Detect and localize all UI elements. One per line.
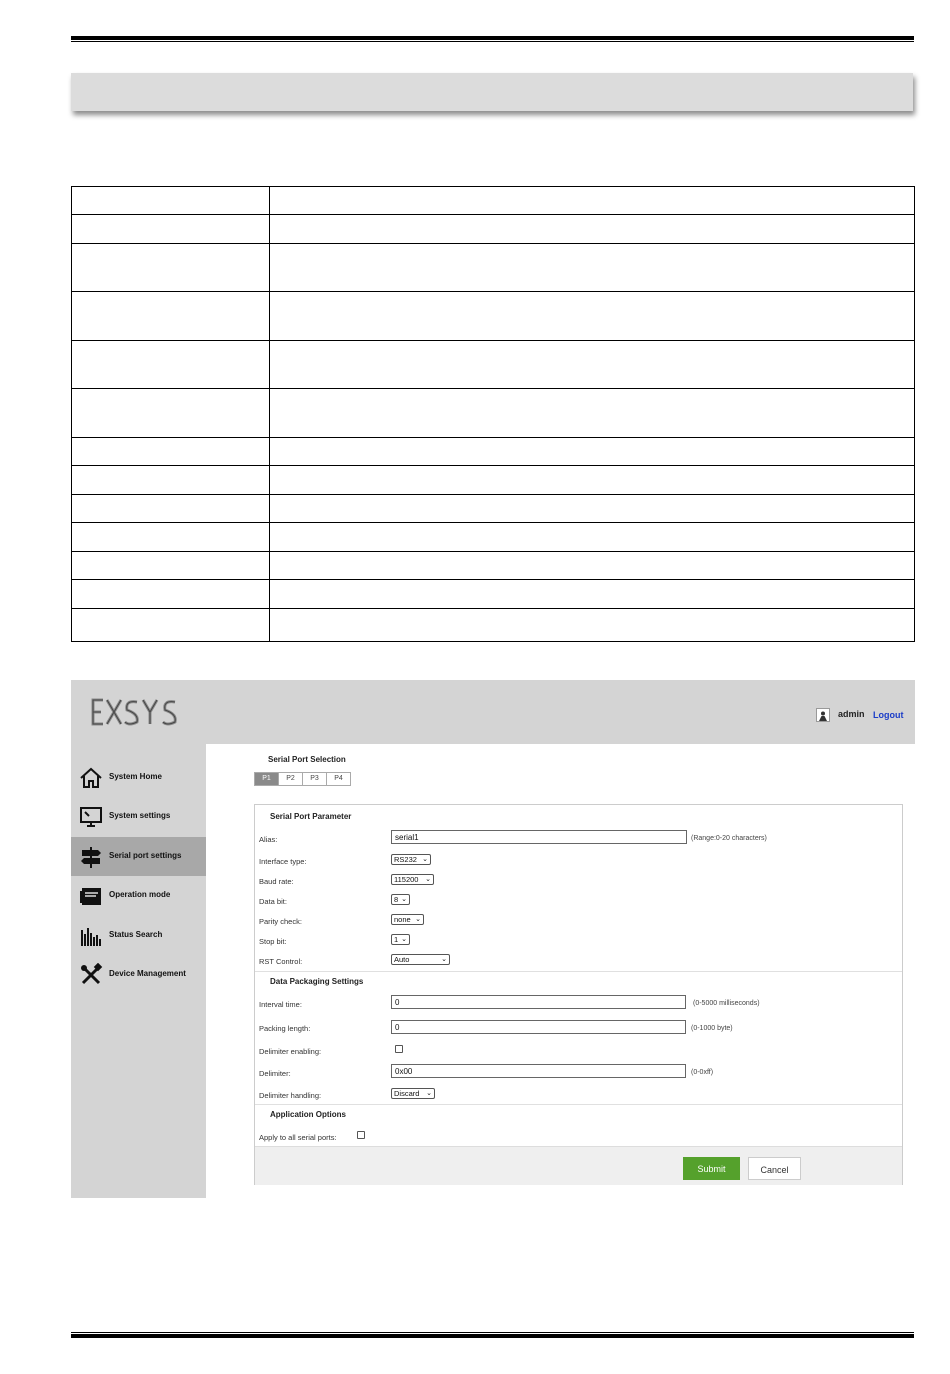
section-divider <box>255 1104 902 1105</box>
apply-all-checkbox[interactable] <box>357 1131 365 1139</box>
table-row <box>72 580 915 609</box>
bottom-rule-thin <box>71 1332 914 1333</box>
sidebar-item-operation-mode[interactable] <box>71 876 206 915</box>
delimiter-label: Delimiter: <box>259 1069 291 1078</box>
logout-link[interactable]: Logout <box>873 710 904 720</box>
table-row <box>72 341 915 389</box>
packing-length-hint: (0-1000 byte) <box>691 1025 733 1032</box>
cancel-button[interactable]: Cancel <box>748 1157 801 1180</box>
interval-time-hint: (0-5000 milliseconds) <box>693 1000 760 1007</box>
sidebar-item-label: Device Management <box>109 969 186 978</box>
tools-icon <box>79 963 103 987</box>
sidebar-item-label: System Home <box>109 772 162 781</box>
table-row <box>72 244 915 292</box>
delimiter-handling-value: Discard <box>394 1089 420 1098</box>
web-ui-screenshot <box>71 680 915 1198</box>
table-row <box>72 466 915 495</box>
home-icon <box>79 766 103 790</box>
top-bar <box>71 680 915 744</box>
settings-panel <box>254 804 903 1185</box>
interval-time-label: Interval time: <box>259 1000 302 1009</box>
delimiter-enabling-checkbox[interactable] <box>395 1045 403 1053</box>
monitor-icon <box>79 805 103 829</box>
rst-control-label: RST Control: <box>259 957 303 966</box>
stop-bit-value: 1 <box>394 935 399 944</box>
port-tabs <box>254 772 351 786</box>
interval-time-input[interactable] <box>391 995 686 1009</box>
interface-type-value: RS232 <box>394 855 417 864</box>
sidebar-item-status-search[interactable] <box>71 916 206 955</box>
chevron-down-icon: ⌄ <box>441 956 447 963</box>
table-row <box>72 523 915 552</box>
table-row <box>72 389 915 438</box>
tab-p3[interactable]: P3 <box>303 773 327 785</box>
delimiter-input[interactable] <box>391 1064 686 1078</box>
chevron-down-icon: ⌄ <box>415 916 421 923</box>
delimiter-hint: (0-0xff) <box>691 1069 714 1076</box>
alias-input[interactable] <box>391 830 687 844</box>
form-footer <box>255 1146 902 1185</box>
chevron-down-icon: ⌄ <box>401 896 407 903</box>
terminal-icon <box>79 884 103 908</box>
chevron-down-icon: ⌄ <box>401 936 407 943</box>
delimiter-enabling-label: Delimiter enabling: <box>259 1047 322 1056</box>
serial-port-selection-title: Serial Port Selection <box>268 755 346 764</box>
table-row <box>72 292 915 341</box>
parity-check-label: Parity check: <box>259 917 302 926</box>
alias-label: Alias: <box>259 835 278 844</box>
data-bit-value: 8 <box>394 895 399 904</box>
chevron-down-icon: ⌄ <box>425 876 431 883</box>
table-row <box>72 552 915 580</box>
interface-type-label: Interface type: <box>259 857 307 866</box>
interface-type-select[interactable] <box>391 854 431 865</box>
signpost-icon <box>79 845 103 869</box>
packing-length-label: Packing length: <box>259 1024 311 1033</box>
sidebar-item-system-home[interactable] <box>71 758 206 797</box>
stop-bit-select[interactable] <box>391 934 410 945</box>
table-row <box>72 495 915 523</box>
submit-button[interactable]: Submit <box>683 1157 740 1180</box>
packing-length-input[interactable] <box>391 1020 686 1034</box>
stop-bit-label: Stop bit: <box>259 937 287 946</box>
baud-rate-label: Baud rate: <box>259 877 294 886</box>
bottom-rule-thick <box>71 1334 914 1338</box>
baud-rate-value: 115200 <box>394 875 419 884</box>
user-icon <box>816 708 830 722</box>
exsys-logo <box>89 692 184 732</box>
sidebar <box>71 744 206 1198</box>
sidebar-item-label: System settings <box>109 811 171 820</box>
application-options-title: Application Options <box>270 1110 346 1119</box>
username-label: admin <box>838 709 865 719</box>
serial-param-title: Serial Port Parameter <box>270 812 352 821</box>
baud-rate-select[interactable] <box>391 874 434 885</box>
sidebar-item-label: Operation mode <box>109 890 171 899</box>
top-rule-thin <box>71 41 914 42</box>
apply-all-label: Apply to all serial ports: <box>259 1133 337 1142</box>
chevron-down-icon: ⌄ <box>426 1090 432 1097</box>
data-bit-label: Data bit: <box>259 897 287 906</box>
section-divider <box>255 971 902 972</box>
rst-control-select[interactable] <box>391 954 450 965</box>
tab-p2[interactable]: P2 <box>279 773 303 785</box>
tab-p1[interactable]: P1 <box>255 773 279 785</box>
parity-check-select[interactable] <box>391 914 424 925</box>
sidebar-item-device-management[interactable] <box>71 955 206 994</box>
sidebar-item-label: Status Search <box>109 930 163 939</box>
table-row <box>72 609 915 642</box>
data-bit-select[interactable] <box>391 894 410 905</box>
alias-hint: (Range:0-20 characters) <box>691 835 767 842</box>
table-row <box>72 187 915 215</box>
delimiter-handling-label: Delimiter handling: <box>259 1091 322 1100</box>
table-row <box>72 438 915 466</box>
bar-chart-icon <box>79 924 103 948</box>
main-content <box>206 744 915 1198</box>
parity-check-value: none <box>394 915 411 924</box>
section-header-box <box>71 73 913 111</box>
table-row <box>72 215 915 244</box>
tab-p4[interactable]: P4 <box>327 773 350 785</box>
delimiter-handling-select[interactable] <box>391 1088 435 1099</box>
spec-table <box>71 186 915 642</box>
packaging-title: Data Packaging Settings <box>270 977 364 986</box>
sidebar-item-system-settings[interactable] <box>71 797 206 836</box>
sidebar-item-label: Serial port settings <box>109 851 182 860</box>
top-rule-thick <box>71 36 914 40</box>
sidebar-item-serial-port-settings[interactable] <box>71 837 206 876</box>
rst-control-value: Auto <box>394 955 410 964</box>
chevron-down-icon: ⌄ <box>422 856 428 863</box>
